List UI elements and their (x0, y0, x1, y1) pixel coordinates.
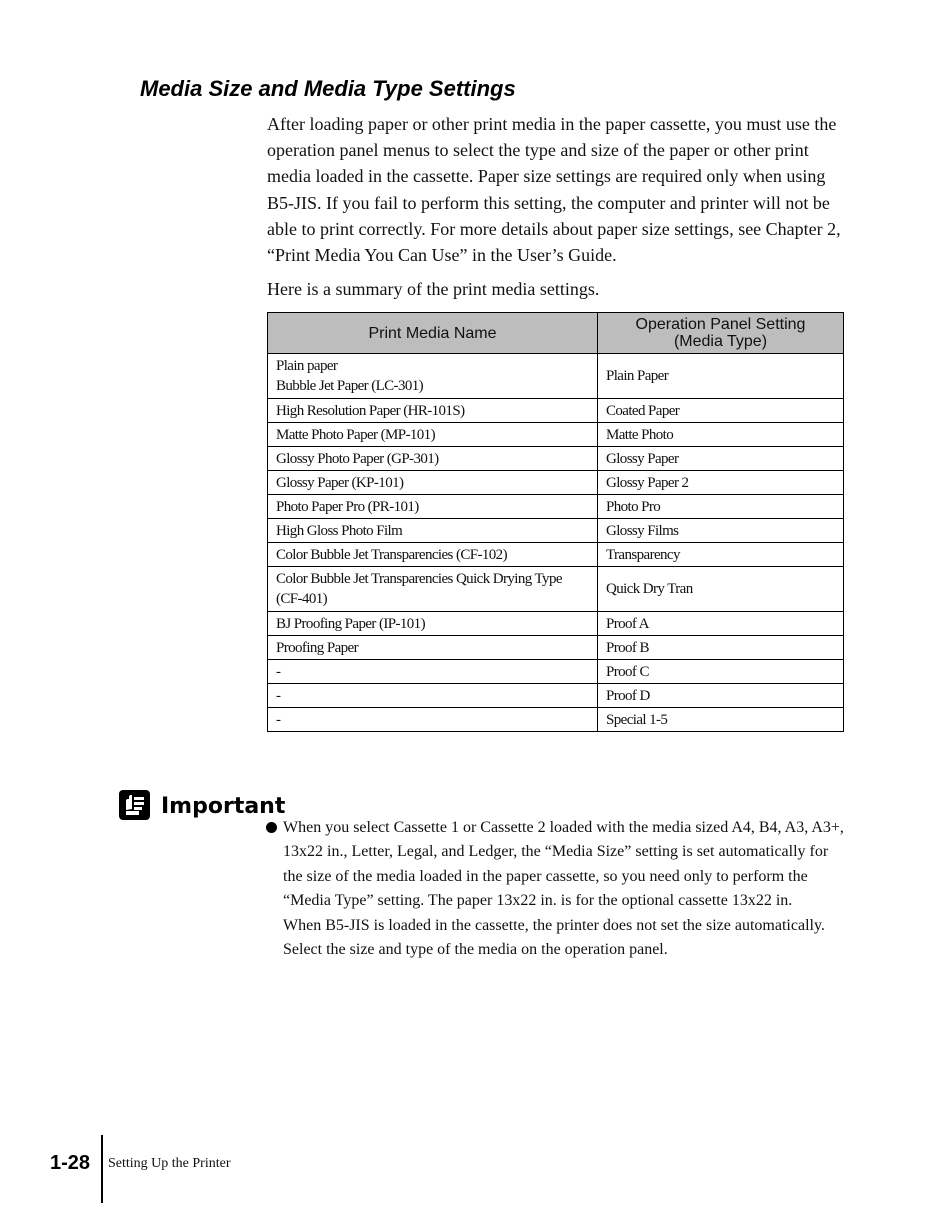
footer-section-name: Setting Up the Printer (108, 1156, 231, 1171)
cell-media-type: Transparency (598, 543, 844, 567)
table-row (268, 423, 844, 447)
table-row (268, 447, 844, 471)
table-row (268, 660, 844, 684)
intro-paragraph: After loading paper or other print media in the paper cassette, you must use the operation panel menus to select the type and size of the paper or other print media loaded in the cassette. Paper size settings are required only when using B5-JIS. If you fail to perform this setting, the computer and printer will not be able to print correctly. For more details about paper size settings, see Chapter 2, “Print Media You Can Use” in the User’s Guide. (267, 114, 841, 266)
table-row (268, 636, 844, 660)
header-operation-panel-setting: Operation Panel Setting (Media Type) (598, 313, 844, 354)
cell-print-media-name: Plain paper Bubble Jet Paper (LC-301) (268, 354, 598, 399)
cell-print-media-name: Color Bubble Jet Transparencies Quick Drying Type (CF-401) (268, 567, 598, 612)
table-row (268, 708, 844, 732)
table-row (268, 495, 844, 519)
cell-print-media-name: Glossy Paper (KP-101) (268, 471, 598, 495)
cell-print-media-name: - (268, 660, 598, 684)
cell-media-type: Quick Dry Tran (598, 567, 844, 612)
cell-media-type: Glossy Films (598, 519, 844, 543)
cell-print-media-name: Glossy Photo Paper (GP-301) (268, 447, 598, 471)
table-row (268, 471, 844, 495)
important-hand-icon (119, 790, 150, 820)
cell-media-type: Proof D (598, 684, 844, 708)
header-print-media-name: Print Media Name (268, 313, 598, 354)
summary-paragraph: Here is a summary of the print media settings. (267, 279, 600, 299)
cell-media-type: Special 1-5 (598, 708, 844, 732)
important-heading: Important (161, 794, 286, 819)
media-settings-table (267, 312, 844, 732)
table-row (268, 543, 844, 567)
cell-print-media-name: Proofing Paper (268, 636, 598, 660)
cell-print-media-name: High Resolution Paper (HR-101S) (268, 399, 598, 423)
table-row (268, 519, 844, 543)
cell-print-media-name: - (268, 684, 598, 708)
table-header-row (268, 313, 844, 354)
table-row (268, 354, 844, 399)
footer-divider (101, 1135, 103, 1203)
cell-print-media-name: High Gloss Photo Film (268, 519, 598, 543)
table-row (268, 612, 844, 636)
cell-media-type: Glossy Paper 2 (598, 471, 844, 495)
cell-print-media-name: Photo Paper Pro (PR-101) (268, 495, 598, 519)
page-title: Media Size and Media Type Settings (140, 76, 516, 101)
cell-print-media-name: Matte Photo Paper (MP-101) (268, 423, 598, 447)
cell-print-media-name: BJ Proofing Paper (IP-101) (268, 612, 598, 636)
important-note: When you select Cassette 1 or Cassette 2 loaded with the media sized A4, B4, A3, A3+, 13x22 in., Letter, Legal, and Ledger, the “Media Size” setting is set automatically for the size of the media loaded in the paper cassette, so you need only to perform the “Media Type” setting. The paper 13x22 in. is for the optional cassette 13x22 in. When B5-JIS is loaded in the cassette, the printer does not set the size automatically. Select the size and type of the media on the operation panel. (283, 819, 844, 959)
cell-print-media-name: - (268, 708, 598, 732)
table-row (268, 684, 844, 708)
cell-print-media-name: Color Bubble Jet Transparencies (CF-102) (268, 543, 598, 567)
table-row (268, 567, 844, 612)
cell-media-type: Photo Pro (598, 495, 844, 519)
cell-media-type: Proof A (598, 612, 844, 636)
cell-media-type: Proof B (598, 636, 844, 660)
cell-media-type: Proof C (598, 660, 844, 684)
bullet-icon (266, 822, 277, 833)
page-number: 1-28 (50, 1152, 91, 1174)
cell-media-type: Plain Paper (598, 354, 844, 399)
cell-media-type: Coated Paper (598, 399, 844, 423)
table-row (268, 399, 844, 423)
cell-media-type: Matte Photo (598, 423, 844, 447)
cell-media-type: Glossy Paper (598, 447, 844, 471)
